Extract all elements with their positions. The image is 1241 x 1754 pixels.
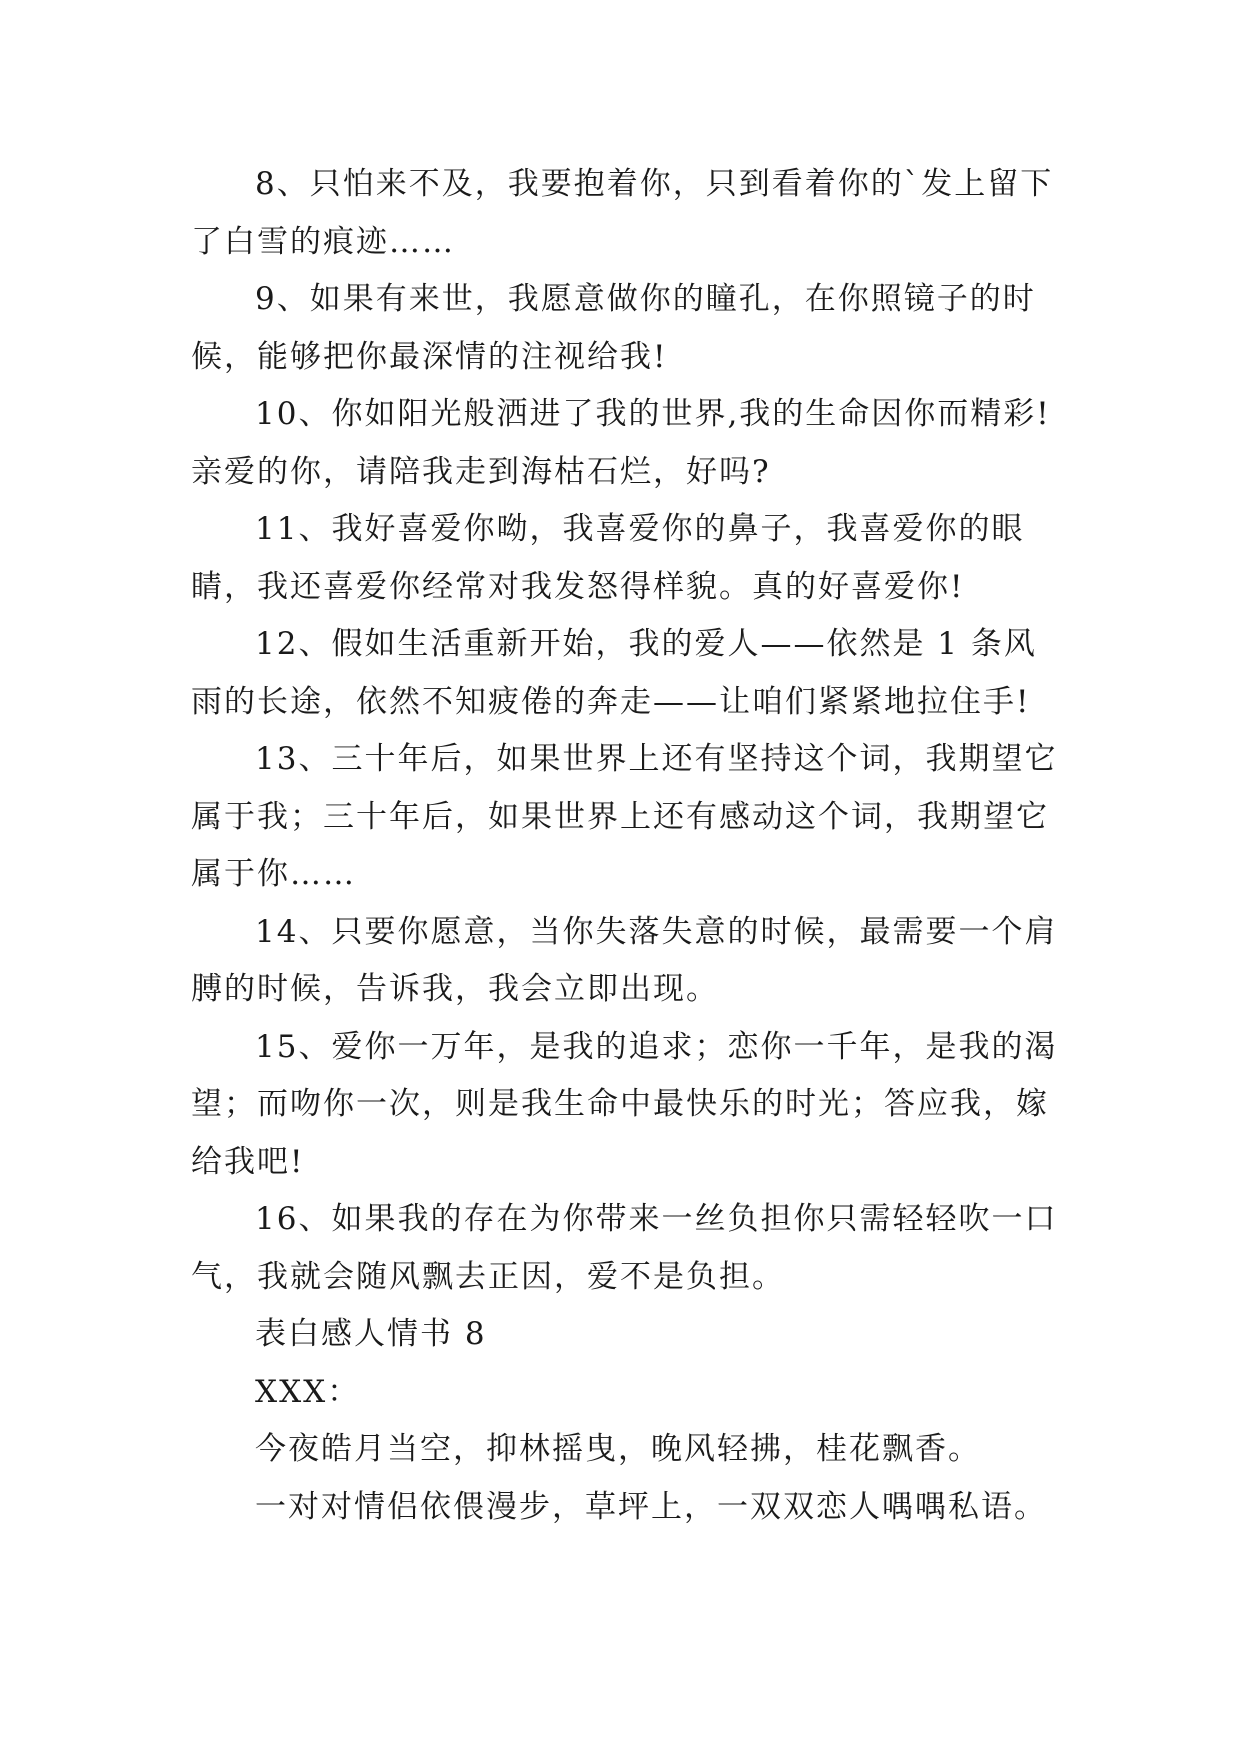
paragraph-14: 14、只要你愿意，当你失落失意的时候，最需要一个肩膊的时候，告诉我，我会立即出现。: [191, 913, 1058, 1007]
letter-paragraph-2: 一对对情侣依偎漫步，草坪上，一双双恋人喁喁私语。: [255, 1488, 1047, 1525]
paragraph-10: 10、你如阳光般洒进了我的世界,我的生命因你而精彩!亲爱的你，请陪我走到海枯石烂，好吗?: [191, 396, 1051, 490]
paragraph-13: 13、三十年后，如果世界上还有坚持这个词，我期望它属于我；三十年后，如果世界上还有感动这个词，我期望它属于你……: [191, 741, 1058, 892]
section-heading: 表白感人情书 8: [255, 1316, 487, 1352]
paragraph-9: 9、如果有来世，我愿意做你的瞳孔，在你照镜子的时候，能够把你最深情的注视给我!: [191, 281, 1036, 375]
paragraph-11: 11、我好喜爱你呦，我喜爱你的鼻子，我喜爱你的眼睛，我还喜爱你经常对我发怒得样貌。真的好喜爱你!: [191, 511, 1025, 605]
document-body: [191, 156, 1061, 1536]
paragraph-16: 16、如果我的存在为你带来一丝负担你只需轻轻吹一口气，我就会随风飘去正因，爱不是负担。: [191, 1201, 1058, 1295]
paragraph-12: 12、假如生活重新开始，我的爱人——依然是 1 条风雨的长途，依然不知疲倦的奔走——让咱们紧紧地拉住手!: [191, 626, 1037, 720]
letter-paragraph-1: 今夜皓月当空，抑林摇曳，晚风轻拂，桂花飘香。: [255, 1431, 981, 1467]
letter-salutation: XXX：: [255, 1373, 361, 1410]
paragraph-8: 8、只怕来不及，我要抱着你，只到看着你的`发上留下了白雪的痕迹……: [191, 166, 1054, 260]
paragraph-15: 15、爱你一万年，是我的追求；恋你一千年，是我的渴望；而吻你一次，则是我生命中最快乐的时光；答应我，嫁给我吧!: [191, 1028, 1058, 1180]
